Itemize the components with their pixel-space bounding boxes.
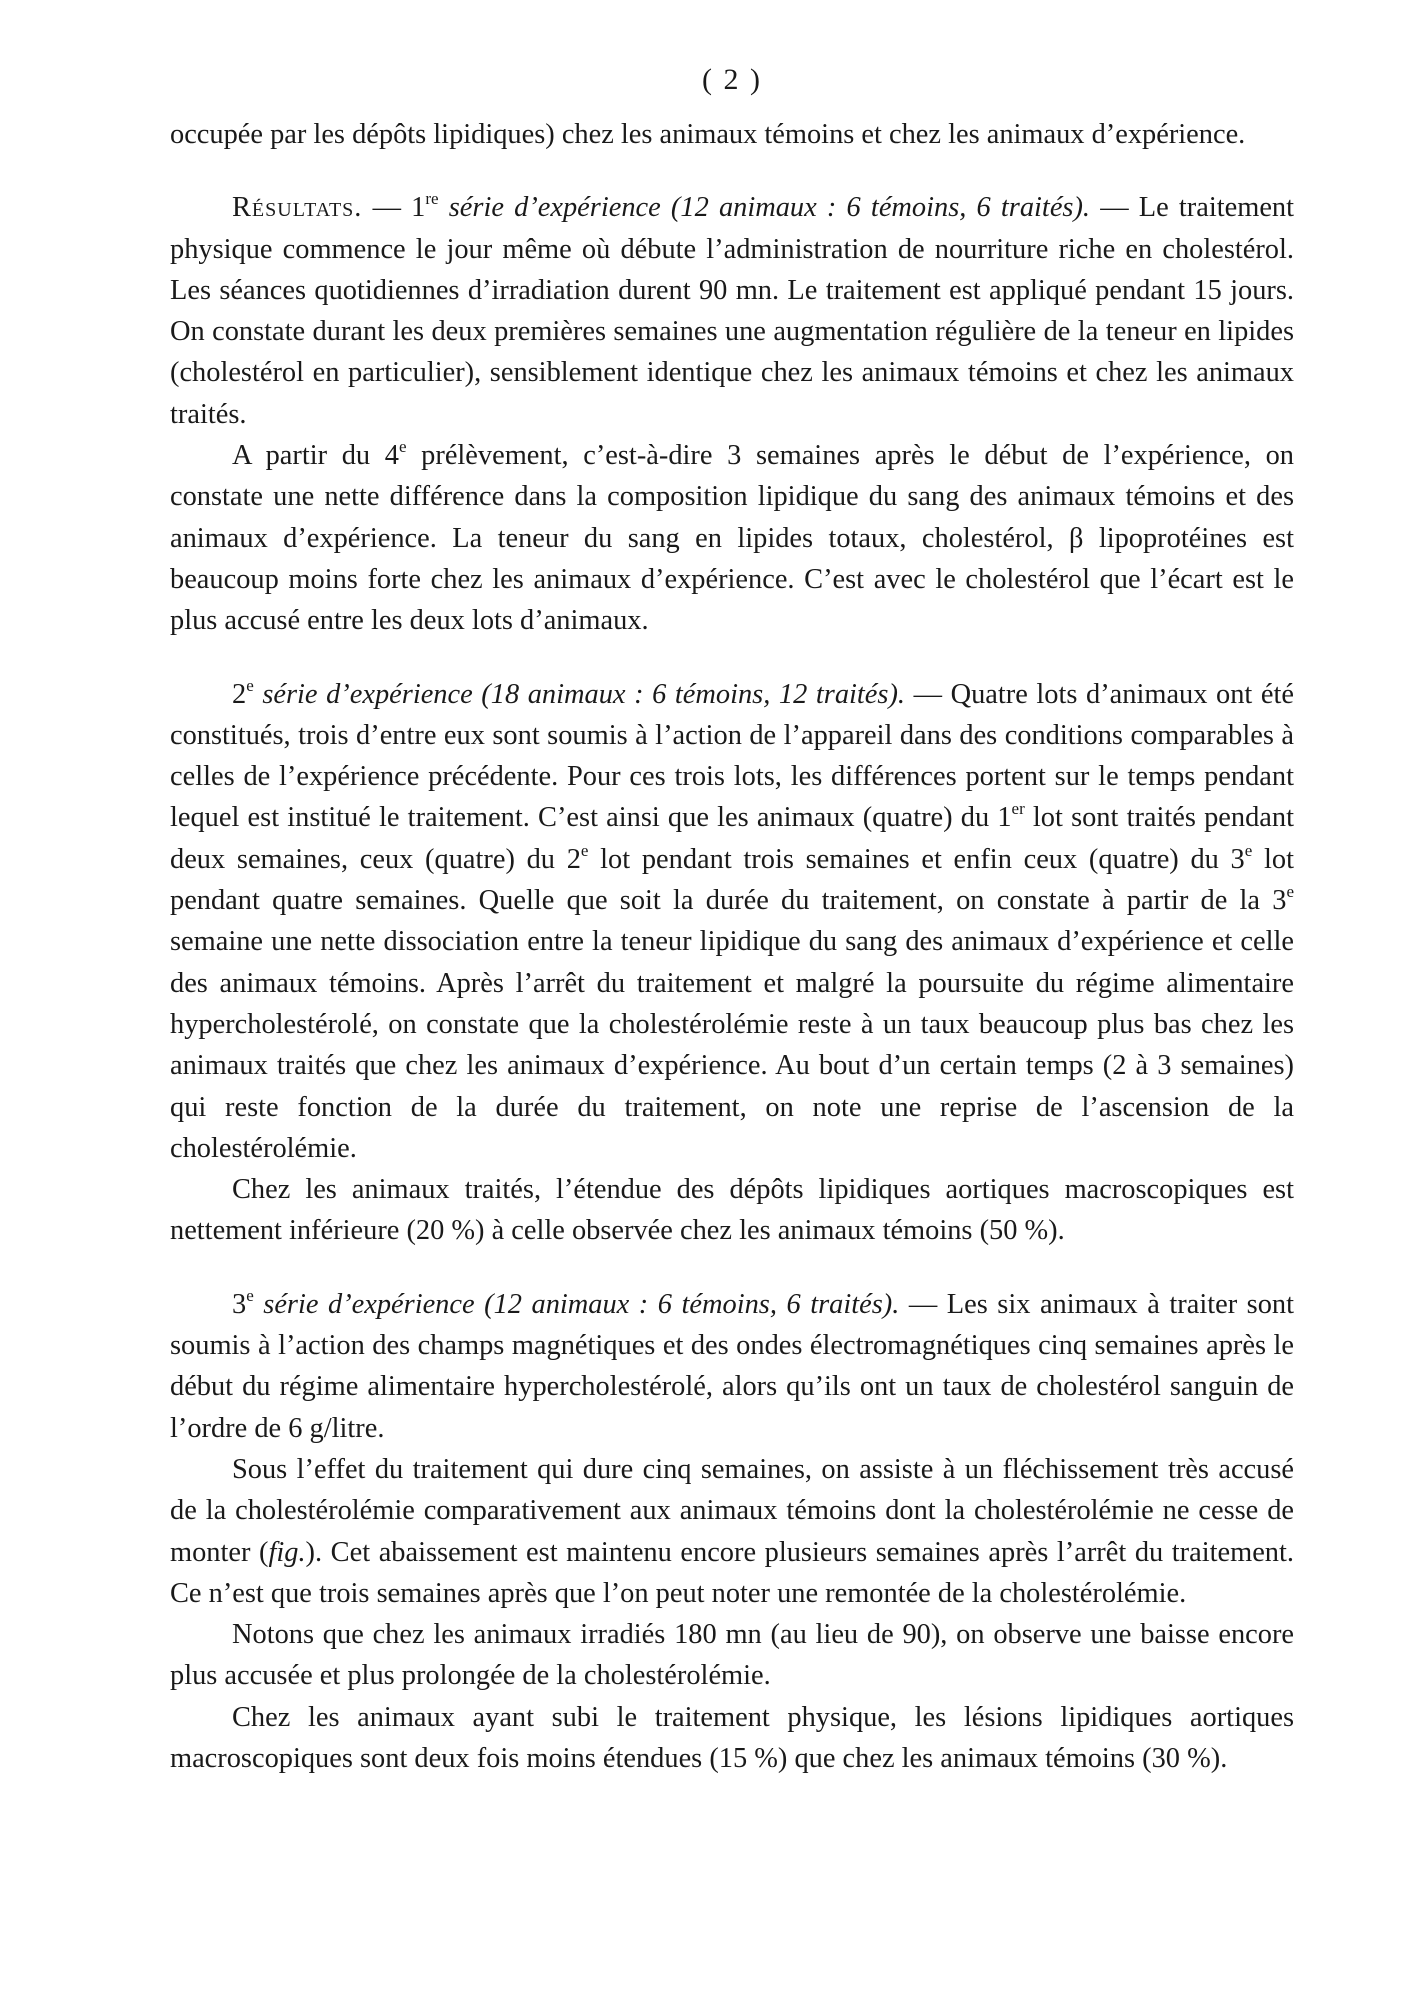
series-1-p2-ordinal: e <box>398 437 407 457</box>
series-1-title: série d’expérience <box>438 192 661 224</box>
series-3-paragraph <box>170 1284 1294 1449</box>
series-2-animals: (18 animaux : 6 témoins, 12 traités). <box>472 678 906 710</box>
series-1-p2-start: A partir du 4 <box>232 440 399 472</box>
series-2-sup-e1: e <box>580 840 589 860</box>
series-2-text-c: lot pendant trois semaines et enfin ceux (quatre) du 3 <box>588 843 1245 875</box>
continuation-paragraph: occupée par les dépôts lipidiques) chez les animaux témoins et chez les animaux d’expérience. <box>170 119 1246 150</box>
series-2-sup-e3: e <box>1286 882 1294 902</box>
series-1-second-paragraph <box>170 435 1294 641</box>
series-2-second-paragraph: Chez les animaux traités, l’étendue des dépôts lipidiques aortiques macroscopiques est nettement inférieure (20 %) à celle observée chez les animaux témoins (50 %). <box>170 1174 1294 1247</box>
series-3-text: — Les six animaux à traiter sont soumis à l’action des champs magnétiques et des ondes électromagnétiques cinq semaines après le début du régime alimentaire hypercholestérolé, alors qu’ils ont un taux de cholestérol sanguin de l’ordre de 6 g/litre. <box>170 1288 1295 1444</box>
series-2-text-a: — Quatre lots d’animaux ont été constitués, trois d’entre eux sont soumis à l’action de l’appareil dans des conditions comparables à celles de l’expérience précédente. Pour ces trois lots, les différences portent sur le temps pendant lequel est institué le traitement. C’est ainsi que les animaux (quatre) du 1 <box>170 678 1294 834</box>
series-1-number: 1 <box>411 192 426 224</box>
series-1-animals: (12 animaux : 6 témoins, 6 traités). <box>660 192 1091 224</box>
page-number: ( 2 ) <box>702 63 762 96</box>
series-2-ordinal: e <box>246 675 254 695</box>
series-2-title: série d’expérience <box>253 678 473 710</box>
series-1-ordinal: re <box>425 189 439 209</box>
results-heading: Résultats. <box>232 192 363 224</box>
document-page <box>170 60 1294 1779</box>
series-2-paragraph <box>170 674 1294 1170</box>
series-3-ordinal: e <box>246 1285 254 1305</box>
series-3-fourth-paragraph: Chez les animaux ayant subi le traitement physique, les lésions lipidiques aortiques macroscopiques sont deux fois moins étendues (15 %) que chez les animaux témoins (30 %). <box>170 1701 1294 1774</box>
series-2-text-e: semaine une nette dissociation entre la teneur lipidique du sang des animaux d’expérience et celle des animaux témoins. Après l’arrêt du traitement et malgré la poursuite du régime alimentaire hypercholestérolé, on constate que la cholestérolémie reste à un taux beaucoup plus bas chez les animaux traités que chez les animaux d’expérience. Au bout d’un certain temps (2 à 3 semaines) qui reste fonction de la durée du traitement, on note une reprise de l’ascension de la cholestérolémie. <box>170 926 1294 1164</box>
series-3-title: série d’expérience <box>253 1288 475 1320</box>
series-2-text-b: lot sont traités pendant deux semaines, ceux (quatre) du 2 <box>170 802 1294 875</box>
series-2-sup-er: er <box>1011 799 1025 819</box>
series-3-second-paragraph <box>170 1449 1294 1614</box>
series-2-number: 2 <box>232 678 247 710</box>
series-3-number: 3 <box>232 1288 247 1320</box>
series-2-text-d: lot pendant quatre semaines. Quelle que soit la durée du traitement, on constate à partir de la 3 <box>170 843 1294 917</box>
results-dash: — <box>362 192 412 224</box>
series-1-p2-rest: prélèvement, c’est-à-dire 3 semaines après le début de l’expérience, on constate une nette différence dans la composition lipidique du sang des animaux témoins et des animaux d’expérience. La teneur du sang en lipides totaux, cholestérol, β lipoprotéines est beaucoup moins forte chez les animaux d’expérience. C’est avec le cholestérol que l’écart est le plus accusé entre les deux lots d’animaux. <box>170 440 1294 637</box>
series-3-third-paragraph: Notons que chez les animaux irradiés 180 mn (au lieu de 90), on observe une baisse encore plus accusée et plus prolongée de la cholestérolémie. <box>170 1619 1294 1692</box>
series-3-p2-b: ). Cet abaissement est maintenu encore plusieurs semaines après l’arrêt du traitement. Ce n’est que trois semaines après que l’on peut noter une remontée de la cholestérolémie. <box>170 1536 1294 1609</box>
figure-reference: fig. <box>268 1536 306 1568</box>
series-1-text: — Le traitement physique commence le jour même où débute l’administration de nourriture riche en cholestérol. Les séances quotidiennes d’irradiation durent 90 mn. Le traitement est appliqué pendant 15 jours. On constate durant les deux premières semaines une augmentation régulière de la teneur en lipides (cholestérol en particulier), sensiblement identique chez les animaux témoins et chez les animaux traités. <box>170 192 1295 430</box>
series-2-sup-e2: e <box>1244 840 1253 860</box>
results-series-1-paragraph <box>170 187 1294 435</box>
series-3-p2-a: Sous l’effet du traitement qui dure cinq semaines, on assiste à un fléchissement très accusé de la cholestérolémie comparativement aux animaux témoins dont la cholestérolémie ne cesse de monter ( <box>170 1453 1294 1568</box>
series-3-animals: (12 animaux : 6 témoins, 6 traités). <box>474 1288 900 1320</box>
